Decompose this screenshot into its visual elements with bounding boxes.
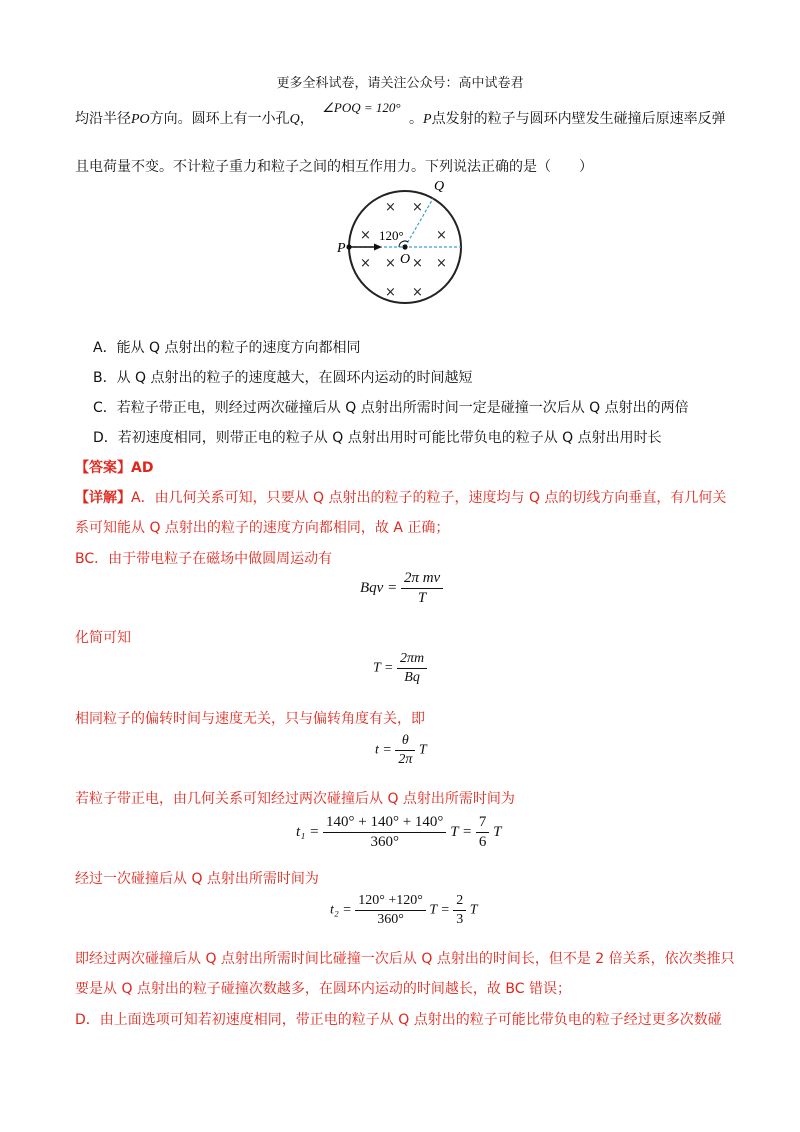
formula-right: T <box>418 742 427 758</box>
formula-fraction <box>397 651 427 686</box>
option-text: 能从 Q 点射出的粒子的速度方向都相同 <box>116 340 361 356</box>
option-c[interactable] <box>93 397 689 417</box>
stem-text: 方向。圆环上有一小孔 <box>149 111 290 127</box>
explanation-a-line-1 <box>75 487 726 507</box>
stem-p: P <box>423 112 432 127</box>
option-text: 从 Q 点射出的粒子的速度越大，在圆环内运动的时间越短 <box>116 370 473 386</box>
formula-period <box>373 651 427 686</box>
formula-fraction <box>401 570 443 607</box>
formula-t1 <box>296 814 501 851</box>
option-a[interactable] <box>93 337 361 357</box>
formula-mid: T = <box>429 902 450 918</box>
fraction-numerator: θ <box>395 733 415 751</box>
formula-fraction-result <box>453 893 466 928</box>
formula-left: T = <box>373 660 394 676</box>
explanation-text: A．由几何关系可知，只要从 Q 点射出的粒子的粒子，速度均与 Q 点的切线方向垂直，有几何关 <box>131 490 727 506</box>
explanation-d-line: D．由上面选项可知若初速度相同，带正电的粒子从 Q 点射出的粒子可能比带负电的粒子经过更多次数碰 <box>75 1012 722 1028</box>
fraction-denominator: 6 <box>478 834 487 850</box>
option-letter: D． <box>93 430 118 446</box>
formula-right: T <box>469 902 478 918</box>
fraction-numerator: 2π mv <box>401 570 443 589</box>
explanation-label: 【详解】 <box>75 490 131 506</box>
fraction-denominator: 360° <box>370 834 399 850</box>
formula-lorentz <box>360 570 443 607</box>
formula-mid: T = <box>450 823 473 840</box>
stem-text: ， <box>299 111 314 127</box>
cross-mark: × <box>385 256 396 271</box>
magnetic-field-diagram <box>330 180 480 324</box>
fraction-numerator: 2πm <box>397 651 427 669</box>
option-text: 若初速度相同，则带正电的粒子从 Q 点射出用时可能比带负电的粒子从 Q 点射出用时长 <box>117 430 662 446</box>
fraction-denominator: 3 <box>456 912 464 927</box>
fraction-denominator: T <box>417 590 427 606</box>
cross-mark: × <box>385 200 396 215</box>
page-header: 更多全科试卷，请关注公众号：高中试卷君 <box>276 76 524 91</box>
angle-poq: ∠POQ = 120° <box>322 100 401 115</box>
fraction-denominator: 2π <box>398 752 413 767</box>
formula-fraction <box>355 893 426 928</box>
question-stem-line-2: 且电荷量不变。不计粒子重力和粒子之间的相互作用力。下列说法正确的是（ ） <box>75 159 593 175</box>
cross-mark: × <box>436 256 447 271</box>
option-d[interactable] <box>93 427 662 447</box>
explanation-conclusion-1: 即经过两次碰撞后从 Q 点射出所需时间比碰撞一次后从 Q 点射出的时间长，但不是 2 倍关系，依次类推只 <box>75 951 735 967</box>
field-crosses <box>360 200 447 300</box>
answer-value: AD <box>131 460 154 476</box>
explanation-bc-intro: BC．由于带电粒子在磁场中做圆周运动有 <box>75 551 333 567</box>
option-b[interactable] <box>93 367 473 387</box>
point-p <box>346 244 351 249</box>
fraction-numerator: 2 <box>453 893 466 911</box>
formula-left: t₁ = <box>296 823 320 840</box>
explanation-same-time: 相同粒子的偏转时间与速度无关，只与偏转角度有关，即 <box>75 711 425 727</box>
explanation-a-line-2: 系可知能从 Q 点射出的粒子的速度方向都相同，故 A 正确； <box>75 520 450 536</box>
label-p: P <box>337 241 346 256</box>
formula-right: T <box>493 823 502 840</box>
cross-mark: × <box>360 228 371 243</box>
explanation-once: 经过一次碰撞后从 Q 点射出所需时间为 <box>75 871 319 887</box>
velocity-arrow-head <box>374 244 382 251</box>
question-stem-line-1 <box>75 100 726 128</box>
option-letter: B． <box>93 370 117 386</box>
fraction-denominator: Bq <box>404 670 420 685</box>
label-angle: 120° <box>379 228 404 243</box>
fraction-numerator: 120° +120° <box>355 893 426 911</box>
fraction-numerator: 7 <box>476 814 490 833</box>
label-q: Q <box>434 180 445 194</box>
explanation-positive: 若粒子带正电，由几何关系可知经过两次碰撞后从 Q 点射出所需时间为 <box>75 791 515 807</box>
option-letter: A． <box>93 340 117 356</box>
cross-mark: × <box>412 200 423 215</box>
formula-left: Bqv = <box>360 579 398 596</box>
formula-left: t = <box>375 742 392 758</box>
cross-mark: × <box>436 228 447 243</box>
cross-mark: × <box>385 285 396 300</box>
option-letter: C． <box>93 400 117 416</box>
stem-po: PO <box>131 112 150 127</box>
diagram-svg <box>330 180 480 320</box>
formula-fraction <box>395 733 415 768</box>
explanation-conclusion-2: 要是从 Q 点射出的粒子碰撞次数越多，在圆环内运动的时间越长，故 BC 错误； <box>75 981 571 997</box>
stem-text: 。 <box>409 111 424 127</box>
formula-time <box>375 733 427 768</box>
cross-mark: × <box>412 285 423 300</box>
explanation-simplify: 化简可知 <box>75 630 131 646</box>
answer-label: 【答案】 <box>75 460 131 476</box>
cross-mark: × <box>360 256 371 271</box>
label-o: O <box>400 252 411 267</box>
fraction-denominator: 360° <box>377 912 404 927</box>
answer-line <box>75 457 153 477</box>
fraction-numerator: 140° + 140° + 140° <box>323 814 446 833</box>
formula-fraction-result <box>476 814 490 851</box>
stem-text: 点发射的粒子与圆环内壁发生碰撞后原速率反弹 <box>431 111 726 127</box>
formula-t2 <box>330 893 478 928</box>
cross-mark: × <box>412 256 423 271</box>
formula-fraction <box>323 814 446 851</box>
option-text: 若粒子带正电，则经过两次碰撞后从 Q 点射出所需时间一定是碰撞一次后从 Q 点射出的两倍 <box>116 400 689 416</box>
formula-left: t₂ = <box>330 902 352 918</box>
stem-text: 均沿半径 <box>75 111 131 127</box>
point-o <box>402 244 407 249</box>
stem-q: Q <box>289 112 300 127</box>
